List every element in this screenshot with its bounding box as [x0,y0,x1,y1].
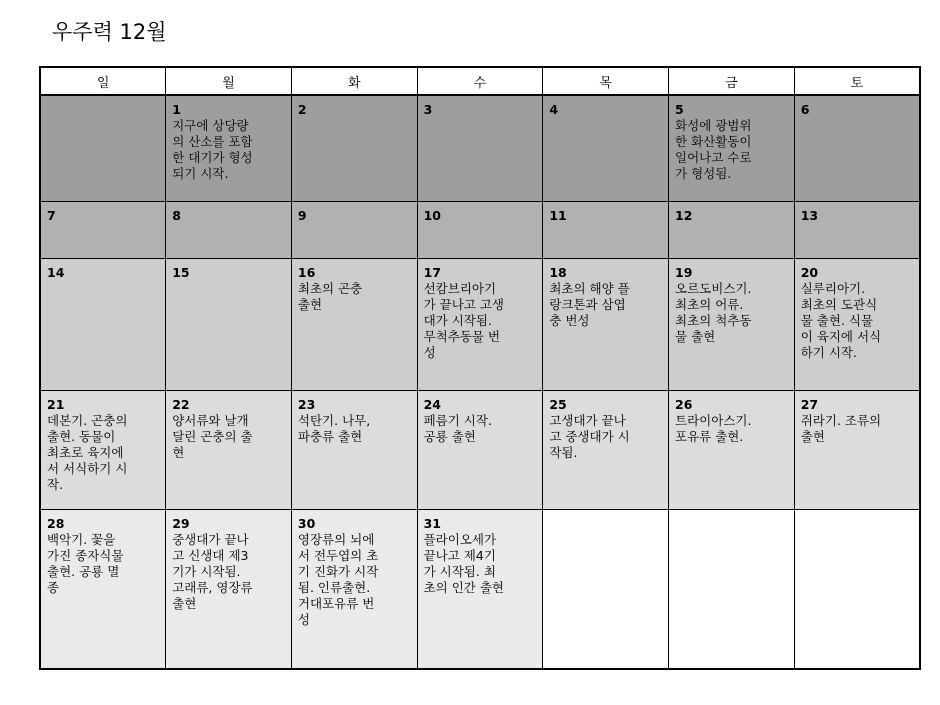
day-number: 26 [675,397,693,413]
day-event-text: 지구에 상당량 의 산소를 포함 한 대기가 형성 되기 시작. [172,118,253,181]
day-cell [669,95,795,201]
day-number: 21 [47,397,65,413]
day-number: 13 [800,207,819,223]
day-cell [166,201,292,258]
day-number: 23 [297,397,316,413]
day-number: 4 [549,102,559,117]
day-number: 30 [297,516,316,532]
day-cell [543,258,669,391]
day-cell [40,510,166,669]
day-cell [417,391,543,510]
day-event-text: 화성에 광범위 한 화산활동이 일어나고 수로 가 형성됨. [675,118,752,181]
day-number: 3 [423,102,433,117]
day-number: 25 [549,397,567,413]
weekday-sat: 토 [794,67,920,95]
day-cell [794,258,920,391]
day-number: 5 [675,102,684,117]
day-number: 8 [172,207,181,223]
weekday-header-row [40,67,920,95]
weekday-fri: 금 [669,67,795,95]
day-number: 29 [172,516,190,532]
day-cell [417,201,543,258]
weekday-wed: 수 [417,67,543,95]
day-number: 2 [297,102,307,117]
day-cell [166,510,292,669]
day-cell [291,201,417,258]
day-cell [291,95,417,201]
empty-day-cell [543,510,669,669]
day-number: 17 [423,264,442,280]
day-event-text: 최초의 곤충 출현 [297,280,363,312]
calendar-title: 우주력 12월 [52,20,167,44]
day-cell [417,95,543,201]
week-row [40,201,920,258]
day-cell [794,95,920,201]
day-event-text: 최초의 해양 플 랑크톤과 삼엽 충 번성 [549,280,630,328]
day-cell [669,258,795,391]
weekday-mon: 월 [166,67,292,95]
day-number: 22 [172,397,190,413]
day-cell [543,201,669,258]
day-event-text: 데본기. 곤충의 출현. 동물이 최초로 육지에 서 서식하기 시 작. [47,413,128,493]
day-number: 15 [172,264,190,280]
day-cell [669,391,795,510]
day-event-text: 선캄브리아기 가 끝나고 고생 대가 시작됨. 무척추동물 번 성 [423,280,505,360]
day-event-text: 실루리아기. 최초의 도관식 물 출현. 식물 이 육지에 서식 하기 시작. [800,280,882,360]
week-row [40,510,920,669]
day-number: 31 [423,516,442,532]
day-event-text: 플라이오세가 끝나고 제4기 가 시작됨. 최 초의 인간 출현 [423,532,505,596]
empty-day-cell [669,510,795,669]
day-event-text: 영장류의 뇌에 서 전두엽의 초 기 진화가 시작 됨. 인류출현. 거대포유류 번 성 [297,532,379,628]
calendar-grid [39,66,921,670]
day-number: 16 [297,264,316,280]
day-cell [794,201,920,258]
day-number: 12 [675,207,693,223]
day-cell [40,201,166,258]
day-event-text: 양서류와 날개 달린 곤충의 출 현 [172,413,253,461]
day-number: 9 [297,207,307,223]
day-event-text: 석탄기. 나무, 파충류 출현 [297,413,371,445]
day-event-text: 중생대가 끝나 고 신생대 제3 기가 시작됨. 고래류, 영장류 출현 [172,532,253,612]
day-cell [543,95,669,201]
day-cell [291,391,417,510]
day-cell [291,510,417,669]
day-number: 14 [47,264,65,280]
day-number: 18 [549,264,567,280]
day-cell [291,258,417,391]
week-row [40,95,920,201]
day-cell [40,391,166,510]
weekday-thu: 목 [543,67,669,95]
week-row [40,391,920,510]
day-number: 28 [47,516,65,532]
day-number: 10 [423,207,442,223]
empty-day-cell [40,95,166,201]
day-cell [417,510,543,669]
day-cell [166,95,292,201]
day-event-text: 고생대가 끝나 고 중생대가 시 작됨. [549,413,630,461]
day-event-text: 트라이아스기. 포유류 출현. [675,413,752,445]
day-event-text: 페름기 시작. 공룡 출현 [423,413,492,445]
day-number: 1 [172,102,181,117]
day-cell [669,201,795,258]
day-number: 6 [800,102,810,117]
weekday-sun: 일 [40,67,166,95]
day-number: 24 [423,397,442,413]
weekday-tue: 화 [291,67,417,95]
day-cell [417,258,543,391]
day-number: 11 [549,207,567,223]
day-cell [40,258,166,391]
day-cell [543,391,669,510]
day-cell [166,391,292,510]
day-number: 27 [800,397,819,413]
day-cell [794,391,920,510]
day-number: 20 [800,264,819,280]
day-event-text: 쥐라기. 조류의 출현 [800,413,882,445]
week-row [40,258,920,391]
empty-day-cell [794,510,920,669]
day-number: 19 [675,264,693,280]
day-event-text: 백악기. 꽃을 가진 종자식물 출현. 공룡 멸 종 [47,532,124,596]
day-cell [166,258,292,391]
day-event-text: 오르도비스기. 최초의 어류. 최초의 척추동 물 출현 [675,280,752,344]
day-number: 7 [47,207,56,223]
